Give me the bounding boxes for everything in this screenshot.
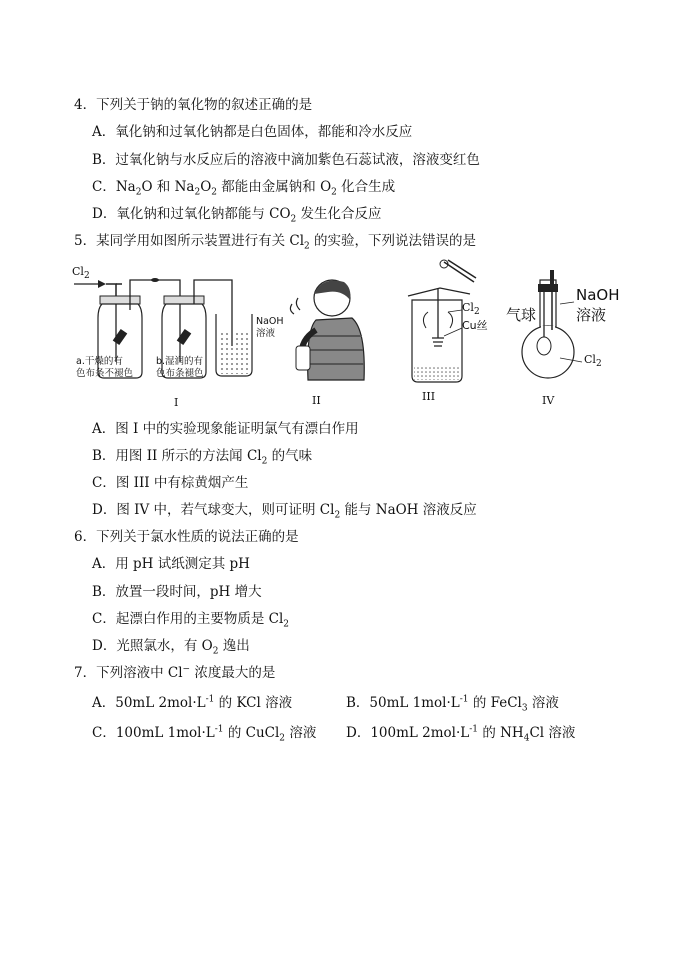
- figure-i-label: I: [174, 396, 179, 409]
- q4-stem: 4．下列关于钠的氧化物的叙述正确的是: [74, 97, 313, 113]
- figure-iv-balloon-label: 气球: [506, 306, 537, 324]
- q5-stem: 5．某同学用如图所示装置进行有关 $Cl_2$ 的实验，下列说法错误的是: [74, 233, 477, 252]
- figure-ii: [286, 270, 376, 412]
- q5-option-c: C．图 III 中有棕黄烟产生: [92, 475, 249, 491]
- q4-option-a: A．氧化钠和过氧化钠都是白色固体，都能和冷水反应: [92, 124, 413, 140]
- q6-option-b: B．放置一段时间，pH 增大: [92, 584, 262, 600]
- figure-i-caption-b1: b.湿润的有: [156, 356, 204, 367]
- figure-iv-label: IV: [542, 394, 555, 407]
- figure-iii-cu-label: Cu丝: [462, 319, 488, 332]
- figure-i-caption-a2: 色布条不褪色: [76, 368, 134, 379]
- figure-iv-naoh-label: NaOH: [576, 286, 620, 304]
- figure-iii-drawing: [400, 258, 510, 388]
- figure-iii-label: III: [422, 390, 436, 403]
- figure-i: [70, 262, 320, 412]
- figure-iv: [500, 270, 640, 412]
- q7-option-d: D．100mL $2mol\cdot L^{-1}$ 的 $NH_4Cl$ 溶液: [346, 724, 576, 744]
- figure-iii: [400, 258, 510, 412]
- figure-ii-drawing: [286, 270, 376, 390]
- q6-option-a: A．用 pH 试纸测定其 pH: [92, 556, 250, 572]
- figure-iii-cl2-label: $Cl_2$: [462, 301, 480, 318]
- figure-ii-label: II: [312, 394, 321, 407]
- q6-stem: 6．下列关于氯水性质的说法正确的是: [74, 529, 299, 545]
- q7-option-b: B．50mL $1mol\cdot L^{-1}$ 的 FeCl$_3$ 溶液: [346, 694, 559, 714]
- q4-option-b: B．过氧化钠与水反应后的溶液中滴加紫色石蕊试液，溶液变红色: [92, 152, 480, 168]
- figure-i-drawing: [70, 262, 320, 412]
- figure-iv-cl2-label: $Cl_2$: [584, 353, 602, 370]
- q4-option-d: D．氧化钠和过氧化钠都能与 $CO_2$ 发生化合反应: [92, 206, 382, 225]
- figure-i-caption-a1: a.干燥的有: [76, 356, 123, 367]
- figure-i-caption-b2: 色布条褪色: [156, 368, 204, 379]
- figure-i-cl2-label: $Cl_2$: [72, 265, 90, 282]
- figure-iv-solution-label: 溶液: [576, 306, 607, 324]
- q7-option-a: A．50mL $2mol\cdot L^{-1}$ 的 KCl 溶液: [92, 694, 293, 711]
- q5-option-b: B．用图 II 所示的方法闻 $Cl_2$ 的气味: [92, 448, 313, 467]
- q4-option-c: C．$Na_2O$ 和 $Na_2O_2$ 都能由金属钠和 $O_2$ 化合生成: [92, 179, 396, 198]
- q6-option-d: D．光照氯水，有 $O_2$ 逸出: [92, 638, 250, 657]
- q7-option-c: C．100mL $1mol\cdot L^{-1}$ 的 CuCl$_2$ 溶液: [92, 724, 317, 744]
- figure-i-solution-label: 溶液: [256, 328, 276, 339]
- q5-option-a: A．图 I 中的实验现象能证明氯气有漂白作用: [92, 421, 359, 437]
- q5-option-d: D．图 IV 中，若气球变大，则可证明 $Cl_2$ 能与 NaOH 溶液反应: [92, 502, 477, 521]
- figure-i-naoh-label: NaOH: [256, 316, 284, 327]
- q7-stem: 7．下列溶液中 Cl− 浓度最大的是: [74, 664, 276, 681]
- q6-option-c: C．起漂白作用的主要物质是 $Cl_2$: [92, 611, 290, 630]
